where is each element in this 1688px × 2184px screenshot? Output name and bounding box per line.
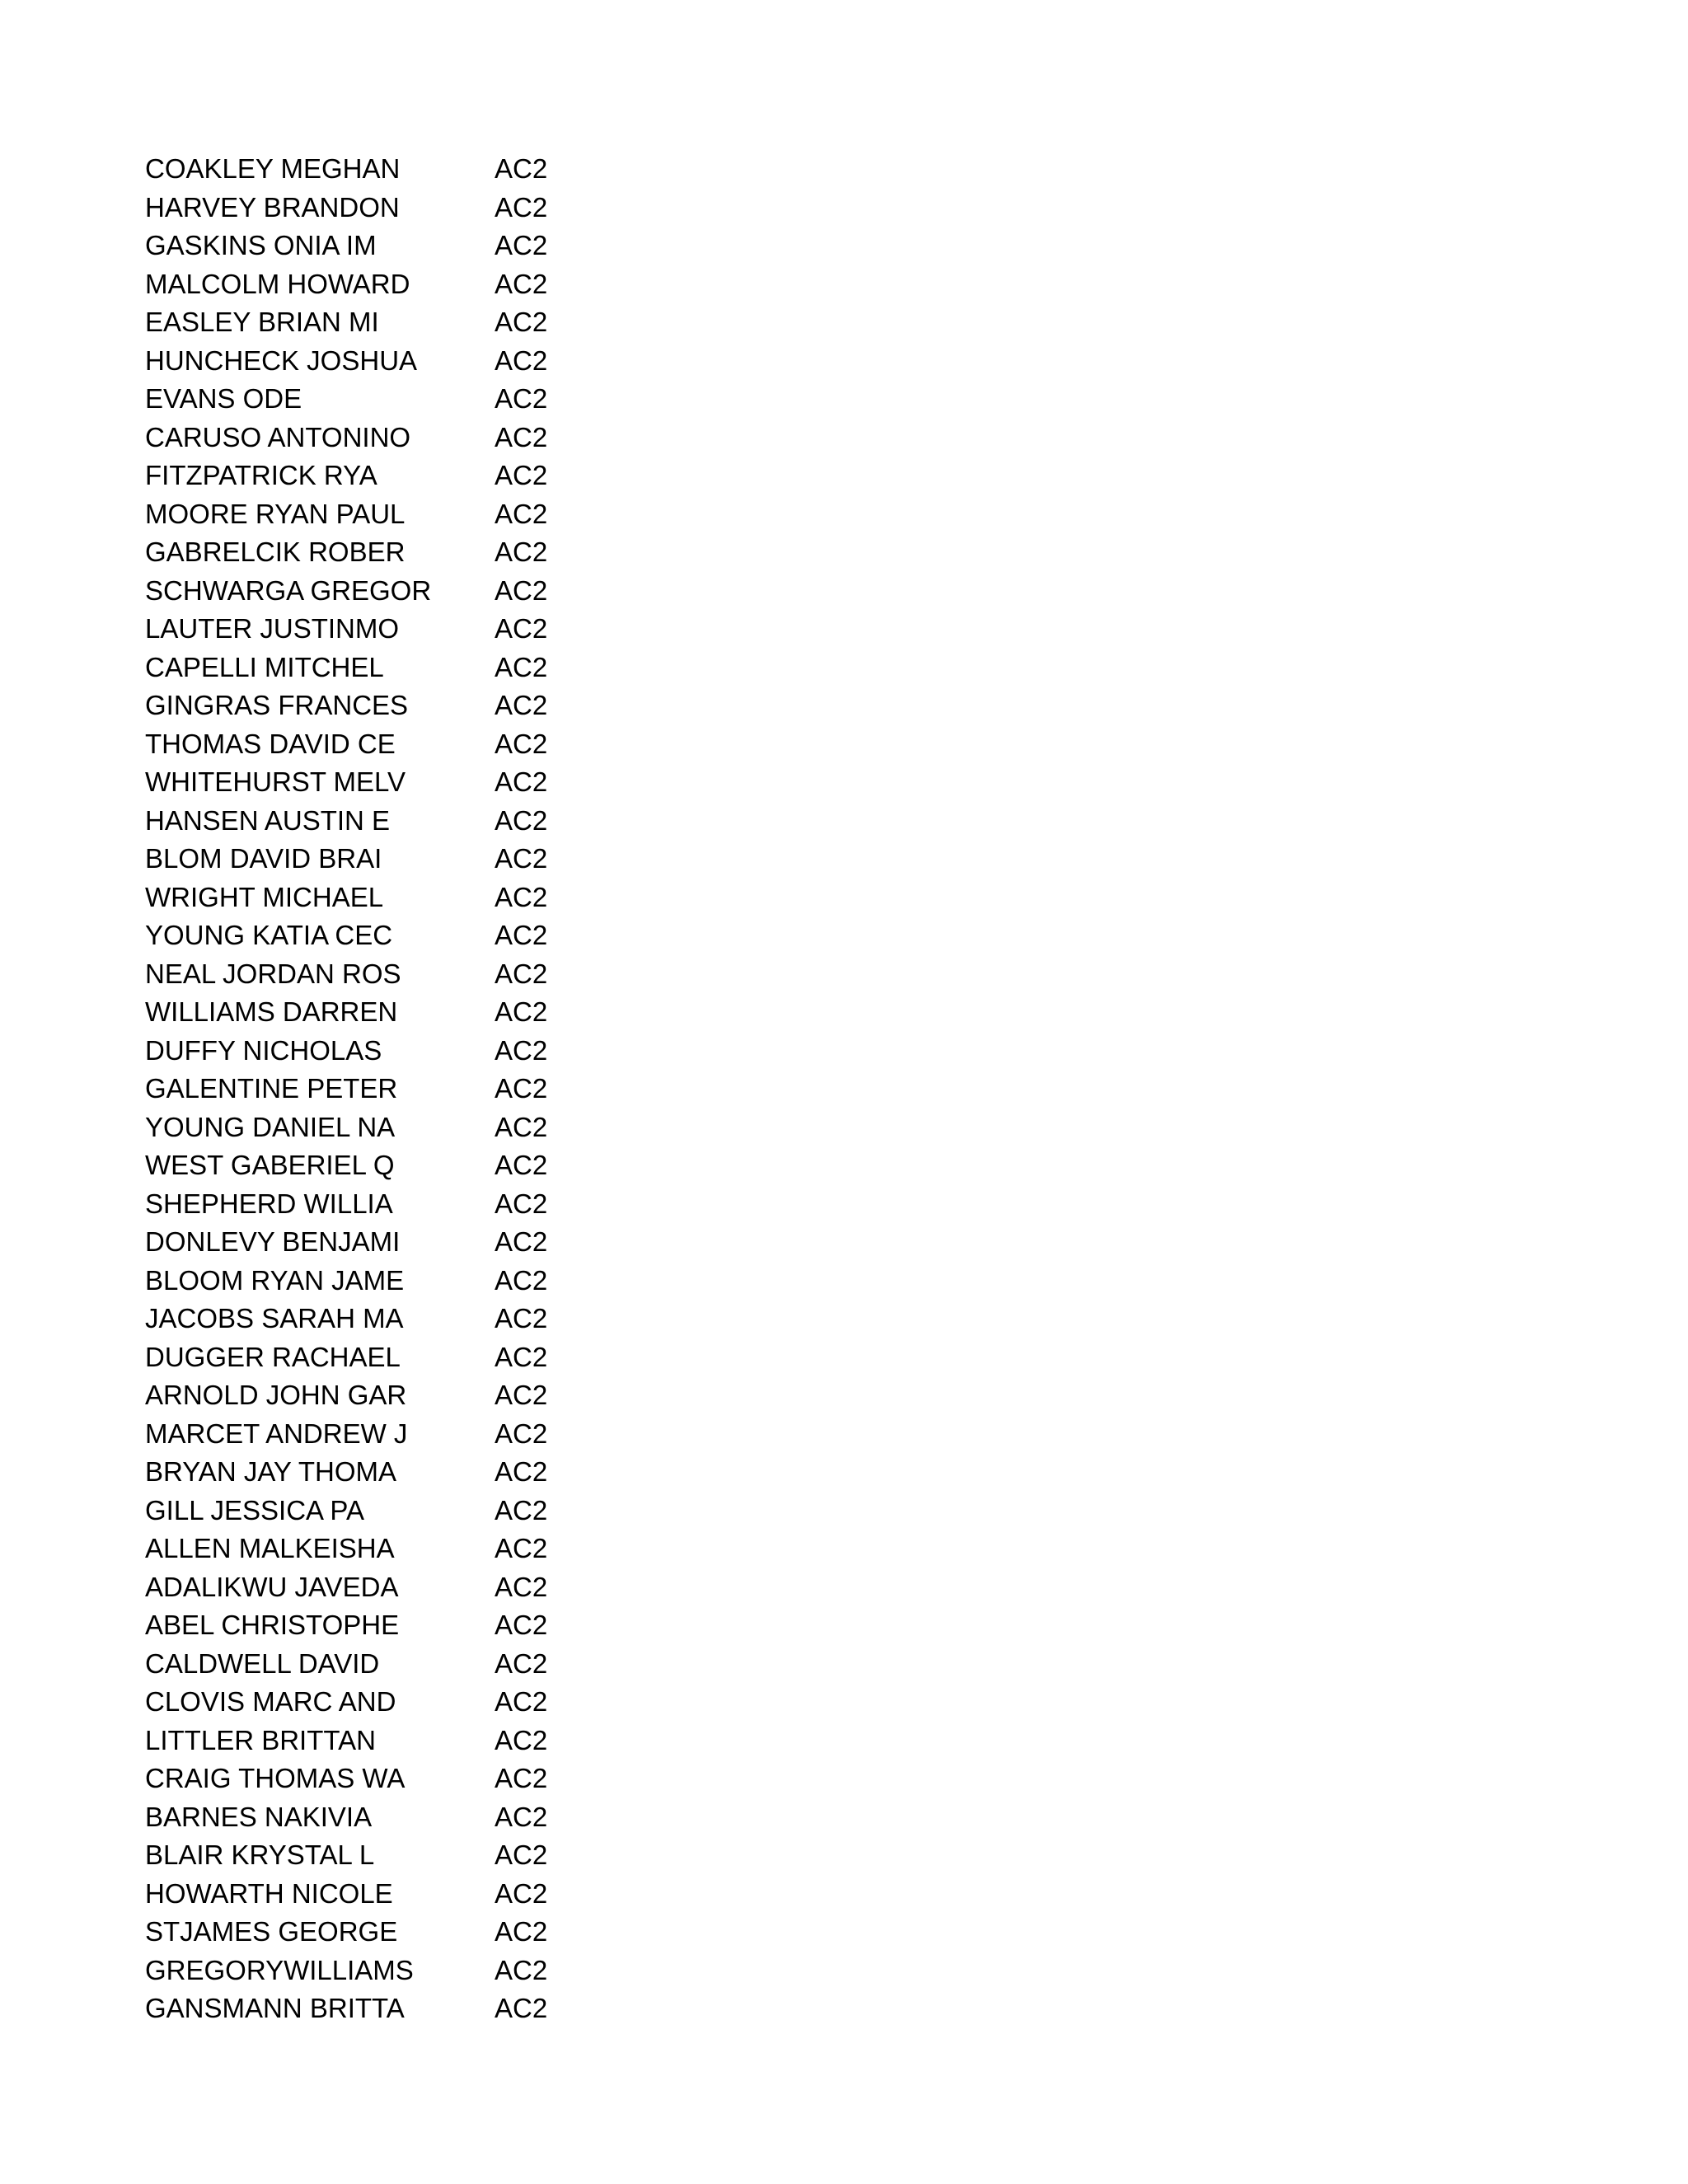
row-code: AC2 [495, 1418, 548, 1449]
row-name: BRYAN JAY THOMA [145, 1456, 397, 1487]
row-name: BLOM DAVID BRAI [145, 843, 382, 874]
row-code: AC2 [495, 1456, 548, 1487]
row-code: AC2 [495, 1034, 548, 1066]
row-name: STJAMES GEORGE [145, 1916, 398, 1947]
row-code: AC2 [495, 537, 548, 567]
row-name: WHITEHURST MELV [145, 766, 406, 797]
row-code: AC2 [495, 1571, 548, 1602]
row-code: AC2 [495, 191, 548, 223]
row-name: GANSMANN BRITTA [145, 1993, 405, 2023]
row-name: GINGRAS FRANCES [145, 690, 409, 720]
row-code: AC2 [495, 920, 548, 950]
row-name: CARUSO ANTONINO [145, 421, 411, 452]
row-name: DUGGER RACHAEL [145, 1341, 401, 1372]
row-name: YOUNG KATIA CEC [145, 920, 393, 950]
row-name: MARCET ANDREW J [145, 1418, 408, 1449]
row-code: AC2 [495, 1303, 548, 1333]
row-code: AC2 [495, 153, 548, 184]
row-name: BLAIR KRYSTAL L [145, 1840, 375, 1870]
row-code: AC2 [495, 690, 548, 720]
row-name: EASLEY BRIAN MI [145, 307, 379, 337]
row-code: AC2 [495, 1380, 548, 1410]
row-name: GILL JESSICA PA [145, 1494, 364, 1526]
row-name: CLOVIS MARC AND [145, 1686, 396, 1717]
row-name: BLOOM RYAN JAME [145, 1264, 405, 1296]
row-name: FITZPATRICK RYA [145, 460, 377, 490]
row-code: AC2 [495, 958, 548, 989]
row-code: AC2 [495, 1111, 548, 1142]
row-name: LAUTER JUSTINMO [145, 613, 400, 644]
row-code: AC2 [495, 1877, 548, 1909]
row-name: ARNOLD JOHN GAR [145, 1380, 407, 1410]
row-code: AC2 [495, 1724, 548, 1755]
row-code: AC2 [495, 574, 548, 606]
row-name: WILLIAMS DARREN [145, 996, 398, 1027]
row-code: AC2 [495, 1610, 548, 1640]
row-name: GASKINS ONIA IM [145, 230, 377, 260]
row-code: AC2 [495, 1341, 548, 1372]
row-name: HARVEY BRANDON [145, 191, 400, 223]
row-name: ADALIKWU JAVEDA [145, 1571, 399, 1602]
row-name: THOMAS DAVID CE [145, 728, 396, 759]
row-code: AC2 [495, 1226, 548, 1257]
row-code: AC2 [495, 344, 548, 376]
row-name: SCHWARGA GREGOR [145, 574, 432, 606]
row-code: AC2 [495, 460, 548, 490]
row-code: AC2 [495, 804, 548, 836]
row-code: AC2 [495, 268, 548, 299]
row-name: JACOBS SARAH MA [145, 1303, 404, 1333]
row-name: MOORE RYAN PAUL [145, 498, 406, 529]
row-code: AC2 [495, 1264, 548, 1296]
row-name: WEST GABERIEL Q [145, 1150, 395, 1180]
row-code: AC2 [495, 421, 548, 452]
row-name: DUFFY NICHOLAS [145, 1034, 382, 1066]
row-name: HOWARTH NICOLE [145, 1877, 393, 1909]
row-code: AC2 [495, 651, 548, 682]
row-code: AC2 [495, 1954, 548, 1985]
row-name: WRIGHT MICHAEL [145, 881, 384, 912]
row-code: AC2 [495, 1150, 548, 1180]
row-name: HUNCHECK JOSHUA [145, 344, 418, 376]
row-code: AC2 [495, 1647, 548, 1679]
row-code: AC2 [495, 1763, 548, 1793]
row-name: CALDWELL DAVID [145, 1647, 380, 1679]
row-code: AC2 [495, 1840, 548, 1870]
row-name: NEAL JORDAN ROS [145, 958, 401, 989]
row-name: GABRELCIK ROBER [145, 537, 406, 567]
row-code: AC2 [495, 996, 548, 1027]
row-name: EVANS ODE [145, 383, 302, 414]
row-name: DONLEVY BENJAMI [145, 1226, 401, 1257]
row-name: GALENTINE PETER [145, 1073, 398, 1104]
row-code: AC2 [495, 766, 548, 797]
row-code: AC2 [495, 1188, 548, 1219]
row-code: AC2 [495, 1494, 548, 1526]
row-code: AC2 [495, 307, 548, 337]
row-name: MALCOLM HOWARD [145, 268, 410, 299]
row-code: AC2 [495, 1993, 548, 2023]
row-code: AC2 [495, 728, 548, 759]
row-name: ABEL CHRISTOPHE [145, 1610, 400, 1640]
row-code: AC2 [495, 1073, 548, 1104]
row-code: AC2 [495, 613, 548, 644]
row-name: BARNES NAKIVIA [145, 1801, 373, 1832]
row-code: AC2 [495, 498, 548, 529]
row-name: LITTLER BRITTAN [145, 1724, 376, 1755]
row-code: AC2 [495, 1533, 548, 1563]
row-name: ALLEN MALKEISHA [145, 1533, 395, 1563]
row-code: AC2 [495, 1916, 548, 1947]
row-name: CRAIG THOMAS WA [145, 1763, 406, 1793]
row-code: AC2 [495, 383, 548, 414]
row-name: COAKLEY MEGHAN [145, 153, 401, 184]
row-code: AC2 [495, 881, 548, 912]
row-code: AC2 [495, 1686, 548, 1717]
row-code: AC2 [495, 1801, 548, 1832]
row-code: AC2 [495, 230, 548, 260]
row-name: GREGORYWILLIAMS [145, 1954, 414, 1985]
row-name: YOUNG DANIEL NA [145, 1111, 396, 1142]
row-name: CAPELLI MITCHEL [145, 651, 384, 682]
row-code: AC2 [495, 843, 548, 874]
row-name: HANSEN AUSTIN E [145, 804, 391, 836]
row-name: SHEPHERD WILLIA [145, 1188, 393, 1219]
